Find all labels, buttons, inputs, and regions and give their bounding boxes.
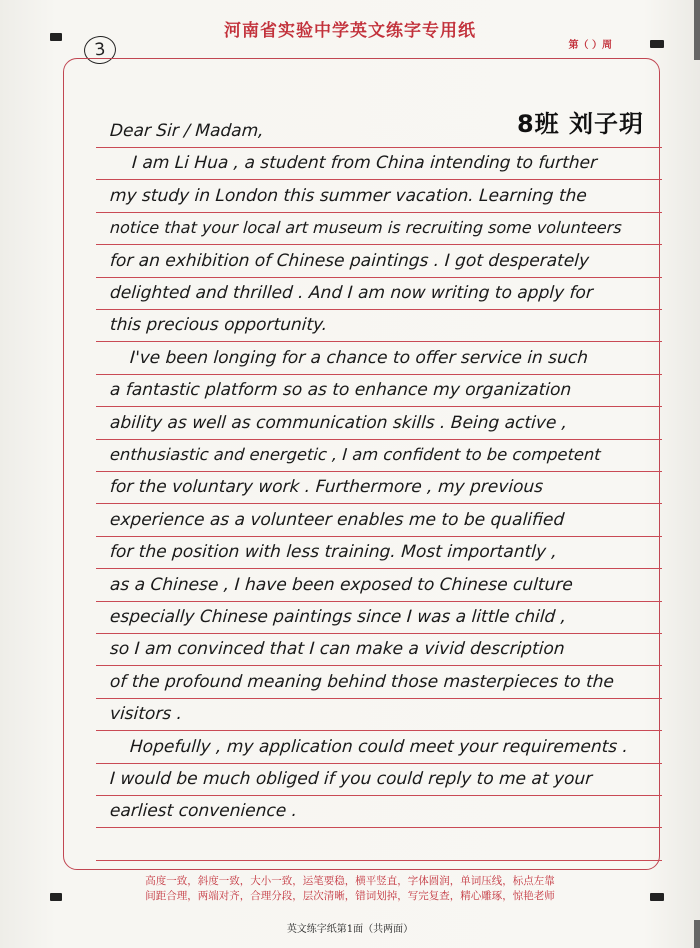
ruled-line [96,698,662,699]
letter-line: ability as well as communication skills . Being active , [109,412,568,433]
ruled-line [96,277,662,278]
letter-line: experience as a volunteer enables me to be qualified [109,509,565,530]
letter-line: for the position with less training. Most importantly , [109,542,558,563]
letter-line: earliest convenience . [109,801,298,822]
letter-line: visitors . [109,704,183,725]
letter-line: I've been longing for a chance to offer service in such [129,347,589,368]
letter-line: of the profound meaning behind those masterpieces to the [109,671,615,692]
ruled-line [96,179,662,180]
ruled-line [96,827,662,828]
ruled-line [96,860,662,861]
ruled-line [96,471,662,472]
ruled-line [96,341,662,342]
ruled-line [96,147,662,148]
ruled-line [96,763,662,764]
ruled-line [96,665,662,666]
writing-tips-line-1: 高度一致，斜度一致，大小一致，运笔要稳，横平竖直，字体圆润，单词压线，标点左靠 [145,875,555,887]
ruled-line [96,601,662,602]
letter-line: as a Chinese , I have been exposed to Chinese culture [109,574,574,595]
ruled-line [96,503,662,504]
letter-line: for the voluntary work . Furthermore , my previous [109,477,544,498]
page-label: 英文练字纸第1面（共两面） [286,924,414,935]
letter-line: I am Li Hua , a student from China intending to further [131,153,598,174]
ruled-line [96,309,662,310]
letter-line: this precious opportunity. [109,315,328,336]
letter-line: for an exhibition of Chinese paintings . I got desperately [109,250,590,271]
letter-line: delighted and thrilled . And I am now writing to apply for [109,283,594,303]
letter-line: Dear Sir / Madam, [109,121,265,141]
letter-line: so I am convinced that I can make a vivid description [109,639,566,660]
sheet-title: 河南省实验中学英文练字专用纸 [224,21,476,41]
writing-tips-line-2: 间距合理，两端对齐，合理分段，层次清晰，错词划掉，写完复查，精心雕琢，惊艳老师 [145,890,555,902]
ruled-line [96,568,662,569]
ruled-line [96,633,662,634]
ruled-line [96,730,662,731]
ruled-line [96,439,662,440]
ruled-line [96,536,662,537]
letter-line: enthusiastic and energetic , I am confident to be competent [109,445,602,464]
circled-page-number: 3 [83,34,118,65]
student-class-name: 8班 刘子玥 [516,110,644,138]
registration-mark-top-right [650,40,664,48]
letter-line: especially Chinese paintings since I was a little child , [109,607,567,627]
letter-line: notice that your local art museum is recruiting some volunteers [109,218,623,238]
week-label: 第（ ）周 [568,40,612,51]
ruled-line [96,795,662,796]
letter-line: my study in London this summer vacation. Learning the [109,185,588,206]
ruled-line [96,374,662,375]
ruled-line [96,406,662,407]
ruled-line [96,244,662,245]
letter-line: a fantastic platform so as to enhance my organization [109,380,572,401]
letter-line: Hopefully , my application could meet your requirements . [129,736,629,757]
letter-line: I would be much obliged if you could reply to me at your [109,769,593,789]
ruled-line [96,212,662,213]
